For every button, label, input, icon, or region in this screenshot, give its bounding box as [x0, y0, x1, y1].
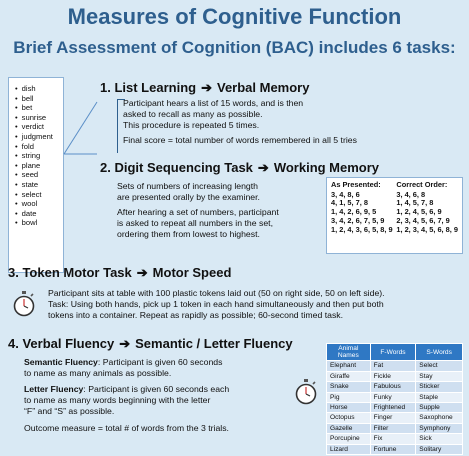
verbal-fluency-table — [326, 343, 463, 455]
table-cell: Pig — [327, 392, 371, 402]
section-verbal-fluency-heading — [8, 336, 293, 352]
list-item: • date — [15, 209, 59, 219]
table-cell: Select — [416, 361, 463, 371]
table-cell: Snake — [327, 382, 371, 392]
table-cell: Lizard — [327, 444, 371, 454]
body-line: Participant sits at table with 100 plastic tokens laid out (50 on right side, 50 on left side). — [48, 288, 385, 298]
stopwatch-icon — [294, 378, 318, 406]
list-item: • bet — [15, 103, 59, 113]
list-item: • judgment — [15, 132, 59, 142]
table-cell: Funky — [370, 392, 416, 402]
section-domain-text: Verbal Memory — [216, 80, 310, 95]
table-row — [327, 423, 463, 433]
table-cell: Stay — [416, 371, 463, 381]
table-row — [327, 392, 463, 402]
table-header: F-Words — [370, 344, 416, 361]
table-cell: 2, 3, 4, 5, 6, 7, 9 — [396, 215, 450, 225]
stopwatch-icon — [12, 290, 36, 318]
list-item: • state — [15, 180, 59, 190]
table-cell: Giraffe — [327, 371, 371, 381]
table-row — [327, 413, 463, 423]
section-list-learning-body — [123, 98, 463, 146]
outcome-line: Outcome measure = total # of words from the 3 trials. — [24, 423, 229, 433]
section-heading-text: 2. Digit Sequencing Task — [100, 160, 253, 175]
table-row — [327, 434, 463, 444]
table-cell: Supple — [416, 403, 463, 413]
arrow-icon: ➔ — [136, 265, 148, 280]
table-cell: 1, 4, 2, 6, 9, 5 — [331, 207, 377, 217]
table-cell: 1, 2, 4, 5, 6, 9 — [396, 207, 442, 217]
section-token-motor-heading — [8, 265, 231, 281]
table-cell: Horse — [327, 403, 371, 413]
arrow-icon: ➔ — [201, 80, 212, 95]
table-cell: Saxophone — [416, 413, 463, 423]
word-list — [15, 84, 59, 228]
table-row — [327, 382, 463, 392]
connector-line — [63, 98, 99, 158]
table-cell: Fabulous — [370, 382, 416, 392]
section-list-learning-heading — [100, 80, 309, 96]
list-item: • bell — [15, 94, 59, 104]
table-cell: 4, 1, 5, 7, 8 — [331, 198, 368, 208]
table-cell: Fickle — [370, 371, 416, 381]
table-cell: Staple — [416, 392, 463, 402]
body-line: : Participant is given 60 seconds each — [83, 384, 230, 394]
table-cell: Sick — [416, 434, 463, 444]
table-cell: 3, 4, 8, 6 — [331, 189, 360, 199]
table-cell: Octopus — [327, 413, 371, 423]
body-line: Task: Using both hands, pick up 1 token in each hand simultaneously and then put both — [48, 299, 384, 309]
body-line: to name as many words beginning with the letter — [24, 395, 211, 405]
arrow-icon: ➔ — [119, 336, 131, 351]
page-subtitle: Brief Assessment of Cognition (BAC) includes 6 tasks: — [13, 38, 456, 57]
table-row — [327, 371, 463, 381]
table-cell: Solitary — [416, 444, 463, 454]
section-heading-text: 3. Token Motor Task — [8, 265, 132, 280]
digit-sequence-table — [326, 177, 463, 254]
table-header: As Presented: — [331, 180, 381, 189]
table-cell: Finger — [370, 413, 416, 423]
list-item: • verdict — [15, 122, 59, 132]
section-verbal-fluency-body — [24, 357, 284, 434]
list-item: • select — [15, 190, 59, 200]
table-row — [327, 361, 463, 371]
body-line: is asked to repeat all numbers in the set, — [117, 218, 273, 228]
table-header: S-Words — [416, 344, 463, 361]
list-item: • wool — [15, 199, 59, 209]
table-cell: Frightened — [370, 403, 416, 413]
table-cell: 1, 4, 5, 7, 8 — [396, 198, 434, 208]
letter-fluency-line — [24, 384, 284, 395]
table-cell: Fortune — [370, 444, 416, 454]
section-digit-sequencing-body — [117, 181, 322, 240]
body-line: This procedure is repeated 5 times. — [123, 120, 260, 130]
table-cell: Sticker — [416, 382, 463, 392]
body-line: to name as many animals as possible. — [24, 368, 172, 378]
table-cell: Symphony — [416, 423, 463, 433]
body-line: After hearing a set of numbers, participant — [117, 207, 279, 217]
table-header: Animal Names — [327, 344, 371, 361]
body-line: Participant hears a list of 15 words, and is then — [123, 98, 304, 108]
page-title: Measures of Cognitive Function — [67, 4, 402, 29]
section-token-motor-body — [48, 288, 466, 321]
body-line: Final score = total number of words remembered in all 5 tries — [123, 135, 357, 145]
table-cell: Filter — [370, 423, 416, 433]
table-row — [327, 444, 463, 454]
table-cell: Elephant — [327, 361, 371, 371]
section-domain-text: Working Memory — [273, 160, 380, 175]
table-cell: 1, 2, 4, 3, 6, 5, 8, 9 — [331, 224, 393, 234]
letter-fluency-label: Letter Fluency — [24, 384, 84, 394]
table-cell: Fat — [370, 361, 416, 371]
list-item: • plane — [15, 161, 59, 171]
body-line: Sets of numbers of increasing length — [117, 181, 259, 191]
body-line: : Participant is given 60 seconds — [97, 357, 223, 367]
list-item: • fold — [15, 142, 59, 152]
list-item: • string — [15, 151, 59, 161]
body-line: “F” and “S” as possible. — [24, 406, 115, 416]
table-row — [327, 403, 463, 413]
arrow-icon: ➔ — [257, 160, 269, 175]
table-cell: Porcupine — [327, 434, 371, 444]
section-domain-text: Motor Speed — [152, 265, 232, 280]
semantic-fluency-line — [24, 357, 284, 368]
table-cell: 3, 4, 2, 6, 7, 5, 9 — [331, 215, 385, 225]
table-cell: Gazelle — [327, 423, 371, 433]
table-cell: 3, 4, 6, 8 — [396, 189, 426, 199]
section-heading-text: 4. Verbal Fluency — [8, 336, 115, 351]
section-domain-text: Semantic / Letter Fluency — [135, 336, 293, 351]
section-digit-sequencing-heading — [100, 160, 379, 176]
body-line: tokens into a container. Repeat as rapidly as possible; 60-second timed task. — [48, 310, 344, 320]
list-item: • dish — [15, 84, 59, 94]
body-line: ordering them from lowest to highest. — [117, 229, 260, 239]
body-line: are presented orally by the examiner. — [117, 192, 260, 202]
table-header: Correct Order: — [396, 180, 448, 189]
table-cell: Fix — [370, 434, 416, 444]
word-list-box — [8, 77, 64, 273]
list-item: • sunrise — [15, 113, 59, 123]
section-heading-text: 1. List Learning — [100, 80, 197, 95]
table-row — [331, 226, 458, 235]
table-cell: 1, 2, 3, 4, 5, 6, 8, 9 — [396, 224, 458, 234]
semantic-fluency-label: Semantic Fluency — [24, 357, 98, 367]
list-item: • bowl — [15, 218, 59, 228]
list-item: • seed — [15, 170, 59, 180]
body-line: asked to recall as many as possible. — [123, 109, 263, 119]
